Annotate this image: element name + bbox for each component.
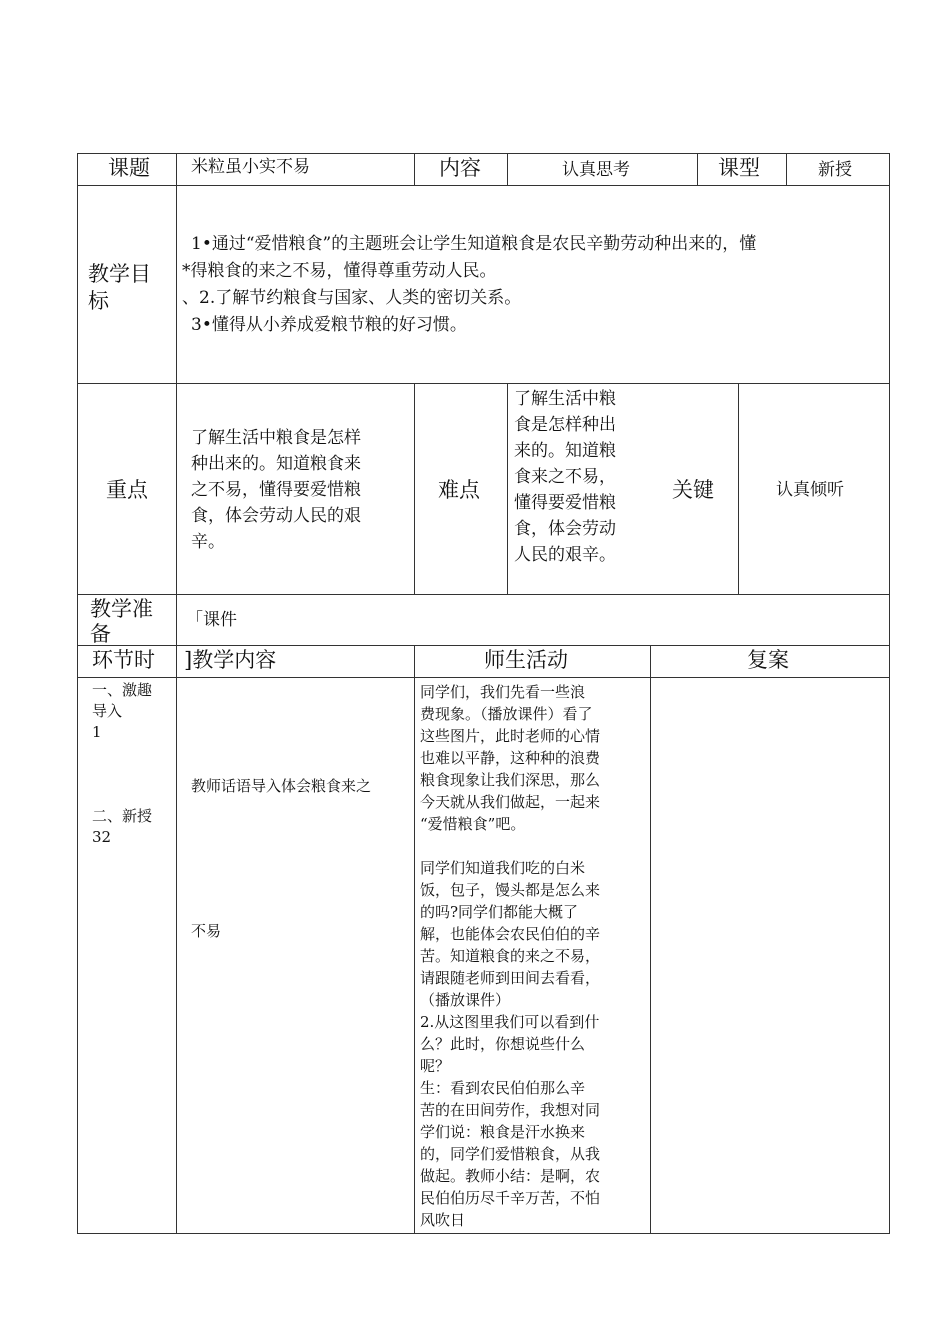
topic-value: 米粒虽小实不易 — [191, 157, 310, 177]
table-border — [77, 677, 890, 678]
table-border — [77, 1233, 890, 1234]
stage-intro: 一、激趣 导入 1 — [92, 681, 153, 741]
objective-line-4: 3•懂得从小养成爱粮节粮的好习惯。 — [191, 315, 467, 335]
objective-line-3: 、2.了解节约粮食与国家、人类的密切关系。 — [182, 288, 522, 308]
content-value: 认真思考 — [562, 160, 630, 180]
column-header-revision: 复案 — [747, 648, 789, 672]
column-header-stage: 环节时 — [92, 648, 155, 672]
stage-new-lesson: 二、新授 32 — [92, 807, 153, 846]
key-points-text: 了解生活中粮食是怎样 种出来的。知道粮食来 之不易，懂得要爱惜粮 食，体会劳动人民的艰 辛。 — [191, 428, 361, 552]
content-text-1: 教师话语导入体会粮食来之 — [191, 777, 372, 795]
table-border — [697, 153, 698, 185]
table-border — [77, 645, 890, 646]
table-border — [414, 153, 415, 185]
table-border — [77, 153, 890, 154]
table-border — [738, 383, 739, 594]
column-header-activity: 师生活动 — [484, 648, 568, 672]
content-label: 内容 — [439, 156, 481, 180]
content-text-2: 不易 — [191, 922, 222, 940]
objectives-label: 教学目 标 — [88, 262, 151, 313]
type-label: 课型 — [718, 156, 760, 180]
activity-text: 同学们，我们先看一些浪 费现象。（播放课件）看了 这些图片，此时老师的心情 也难以平静，这种种的浪费 粮食现象让我们深思，那么 今天就从我们做起，一起来 “爱惜粮食”吧。 同学们知道我们吃的白米 饭，包子，馒头都是怎么来 的吗?同学们都能大概了 解，也能体会农民伯伯的辛 苦。知道粮食的来之不易， 请跟随老师到田间去看看， （播放课件） 2.从这图里我们可以看到什 么？此时，你想说些什么 呢？ 生：看到农民伯伯那么辛 苦的在田间劳作，我想对同 学们说：粮食是汗水换来 的，同学们爱惜粮食，从我 做起。教师小结：是啊，农 民伯伯历尽千辛万苦，不怕 风吹日 — [420, 683, 601, 1229]
crux-label: 关键 — [672, 478, 714, 502]
objective-line-1: 1•通过“爱惜粮食”的主题班会让学生知道粮食是农民辛勤劳动种出来的，懂 — [191, 234, 757, 254]
table-border — [507, 383, 508, 594]
topic-label: 课题 — [108, 156, 150, 180]
difficult-points-label: 难点 — [438, 478, 480, 502]
prep-value: 「课件 — [186, 610, 237, 630]
difficult-points-text: 了解生活中粮 食是怎样种出 来的。知道粮 食来之不易， 懂得要爱惜粮 食，体会劳动 人民的艰辛。 — [514, 389, 616, 565]
table-border — [77, 153, 78, 1234]
table-border — [507, 153, 508, 185]
column-header-content: ]教学内容 — [184, 648, 277, 672]
objective-line-2: *得粮食的来之不易，懂得尊重劳动人民。 — [182, 261, 497, 281]
table-border — [77, 185, 890, 186]
table-border — [786, 153, 787, 185]
table-border — [77, 594, 890, 595]
table-border — [414, 383, 415, 594]
type-value: 新授 — [818, 160, 852, 180]
key-points-label: 重点 — [106, 478, 148, 502]
table-border — [176, 153, 177, 1234]
table-border — [650, 645, 651, 1234]
table-border — [414, 645, 415, 1234]
crux-value: 认真倾听 — [776, 480, 844, 500]
table-border — [77, 383, 890, 384]
table-border — [889, 153, 890, 1234]
prep-label: 教学准 备 — [90, 597, 153, 644]
